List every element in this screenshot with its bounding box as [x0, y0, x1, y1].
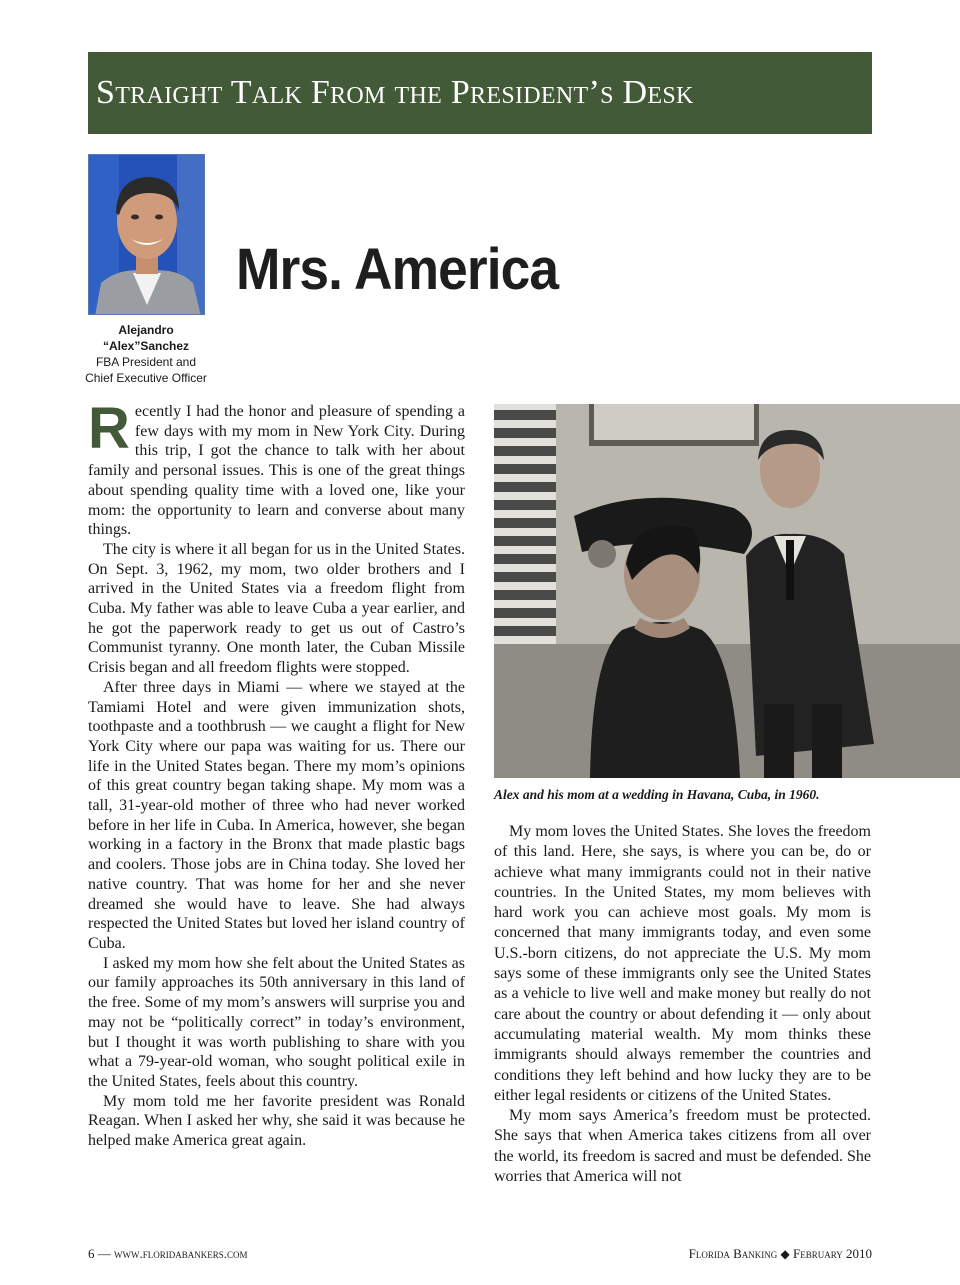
article-column-right	[494, 822, 871, 1187]
footer-page-url: 6 — www.floridabankers.com	[88, 1246, 248, 1261]
article-paragraph: My mom told me her favorite president was Ronald Reagan. When I asked her why, she said it was because he helped make America great again.	[88, 1092, 465, 1150]
article-paragraph: The city is where it all began for us in the United States. On Sept. 3, 1962, my mom, two older brothers and I arrived in the United States via a freedom flight from Cuba. My father was able to leave Cuba a year earlier, and he got the paperwork ready to get us out of Castro’s Communist tyranny. One month later, the Cuban Missile Crisis began and all freedom flights were stopped.	[88, 540, 465, 677]
author-name-line2: “Alex”Sanchez	[102, 339, 190, 353]
author-byline	[80, 322, 212, 386]
footer-publication: Florida Banking	[688, 1246, 778, 1261]
footer-date: February 2010	[793, 1246, 872, 1261]
drop-cap: R	[88, 396, 130, 461]
author-title-line2: Chief Executive Officer	[85, 371, 207, 385]
article-paragraph: My mom loves the United States. She loves the freedom of this land. Here, she says, is where you can be, do or achieve what many immigrants could not in their native countries. In the United States, my mom believes with hard work you can achieve most goals. My mom is concerned that many immigrants today, and even some U.S.-born citizens, do not appreciate the U.S. My mom says some of these immigrants only see the United States as a vehicle to live well and make money but really do not care about the country or about defending it — only about accumulating material wealth. My mom thinks these immigrants should always remember the countries and conditions they left behind and how lucky they are to be either legal residents or citizens of the United States.	[494, 823, 871, 1104]
author-name-line1: Alejandro	[118, 323, 174, 337]
section-banner	[88, 52, 872, 134]
photo-caption: Alex and his mom at a wedding in Havana, Cuba, in 1960.	[494, 787, 820, 802]
footer-publication-info	[689, 1246, 872, 1262]
article-headline: Mrs. America	[236, 237, 559, 302]
article-paragraph: After three days in Miami — where we stayed at the Tamiami Hotel and were given immunization shots, toothpaste and a toothbrush — we caught a flight for New York City where our papa was waiting for us. There our life in the United States began. There my mom’s opinions of this great country began taking shape. My mom was a tall, 31-year-old mother of three who had never worked before in her life in Cuba. In America, however, she began working in a factory in the Bronx that made plastic bags and coolers. Those jobs are in China today. She loved her native country. That was home for her and she never dreamed she would have to leave. She had always respected the United States but loved her island country of Cuba.	[88, 678, 465, 952]
family-photo-image	[494, 404, 960, 778]
author-title-line1: FBA President and	[95, 355, 197, 369]
article-paragraph: My mom says America’s freedom must be protected. She says that when America takes citizens from all over the world, its freedom is sacred and must be defended. She worries that America will not	[494, 1107, 871, 1186]
article-paragraph: I asked my mom how she felt about the United States as our family approaches its 50th anniversary in this land of the free. Some of my mom’s answers will surprise you and may not be “politically correct” in today’s environment, but I thought it was worth publishing to share with you what a 79-year-old woman, who sought political exile in the United States, feels about this country.	[88, 954, 465, 1090]
family-photo	[494, 404, 960, 778]
article-paragraph: Recently I had the honor and pleasure of spending a few days with my mom in New York City. During this trip, I got the chance to talk with her about family and personal issues. This is one of the great things about spending quality time with a loved one, like your mom: the opportunity to learn and converse about many things.	[88, 396, 465, 539]
author-portrait	[88, 154, 205, 315]
banner-title: Straight Talk From the President’s Desk	[96, 74, 694, 111]
diamond-icon: ◆	[780, 1247, 790, 1261]
author-portrait-image	[89, 155, 205, 315]
article-column-left	[88, 396, 465, 1151]
